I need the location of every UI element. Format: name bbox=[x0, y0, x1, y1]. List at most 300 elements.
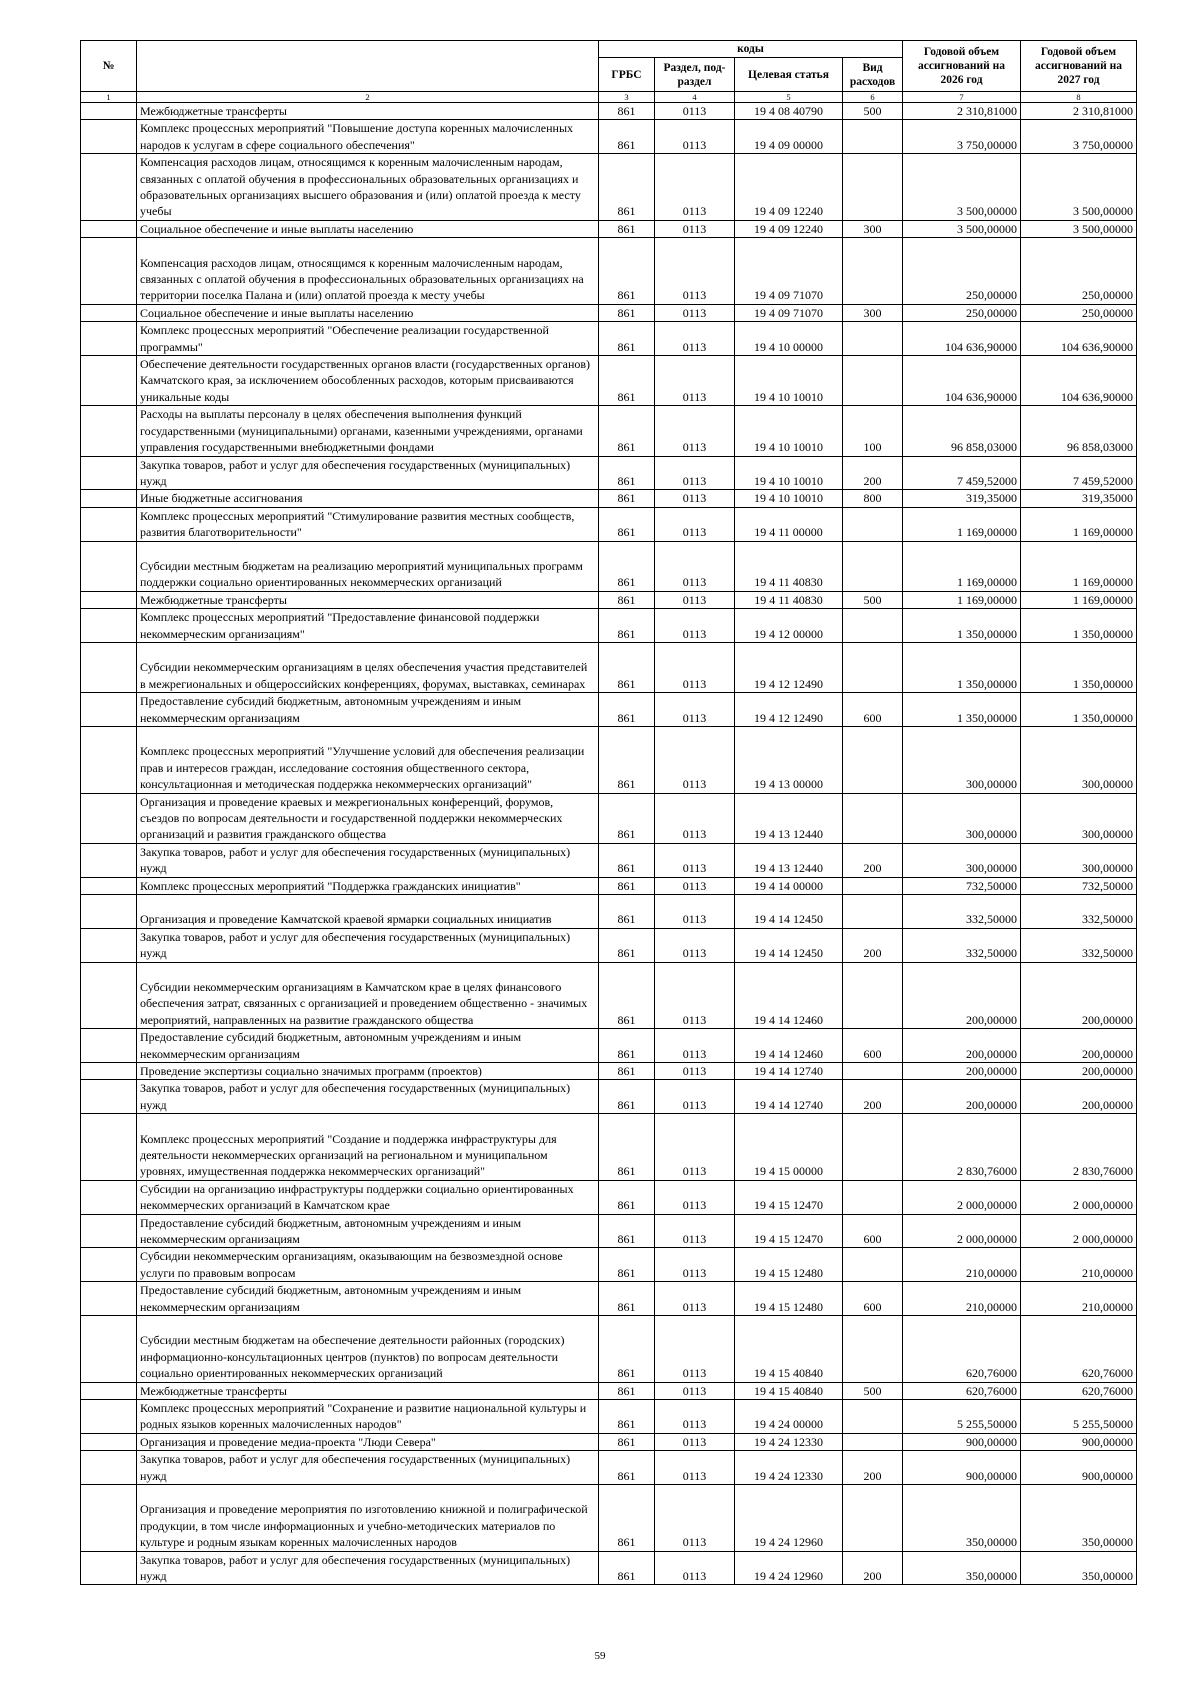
row-volume-2027-cell: 200,00000 bbox=[1021, 1029, 1137, 1063]
row-number-cell bbox=[81, 693, 137, 727]
row-section-cell: 0113 bbox=[655, 591, 735, 608]
table-row bbox=[81, 1316, 1137, 1383]
row-number-cell bbox=[81, 507, 137, 541]
row-target-article-cell: 19 4 11 40830 bbox=[735, 591, 843, 608]
row-volume-2027-cell: 900,00000 bbox=[1021, 1433, 1137, 1450]
table-row bbox=[81, 1433, 1137, 1450]
row-volume-2026-cell: 5 255,50000 bbox=[903, 1400, 1021, 1434]
row-target-article-cell: 19 4 11 00000 bbox=[735, 507, 843, 541]
table-row bbox=[81, 1180, 1137, 1214]
row-grbs-cell: 861 bbox=[599, 120, 655, 154]
row-section-cell: 0113 bbox=[655, 1214, 735, 1248]
row-grbs-cell: 861 bbox=[599, 1485, 655, 1552]
column-number: 3 bbox=[599, 92, 655, 103]
row-grbs-cell: 861 bbox=[599, 1062, 655, 1079]
row-number-cell bbox=[81, 1485, 137, 1552]
row-section-cell: 0113 bbox=[655, 1029, 735, 1063]
row-expense-type-cell: 300 bbox=[843, 304, 903, 321]
row-volume-2027-cell: 3 750,00000 bbox=[1021, 120, 1137, 154]
row-volume-2026-cell: 96 858,03000 bbox=[903, 406, 1021, 456]
table-row bbox=[81, 1080, 1137, 1114]
row-grbs-cell: 861 bbox=[599, 1180, 655, 1214]
row-expense-type-cell bbox=[843, 1248, 903, 1282]
header-section: Раздел, под-раздел bbox=[655, 58, 735, 92]
row-number-cell bbox=[81, 456, 137, 490]
column-number: 2 bbox=[137, 92, 599, 103]
row-volume-2026-cell: 1 350,00000 bbox=[903, 609, 1021, 643]
table-row bbox=[81, 103, 1137, 120]
row-volume-2026-cell: 200,00000 bbox=[903, 1029, 1021, 1063]
row-expense-type-cell bbox=[843, 793, 903, 843]
row-volume-2026-cell: 200,00000 bbox=[903, 1062, 1021, 1079]
row-target-article-cell: 19 4 24 12960 bbox=[735, 1485, 843, 1552]
table-row bbox=[81, 154, 1137, 221]
row-volume-2027-cell: 2 310,81000 bbox=[1021, 103, 1137, 120]
row-target-article-cell: 19 4 24 12330 bbox=[735, 1433, 843, 1450]
row-volume-2026-cell: 2 000,00000 bbox=[903, 1180, 1021, 1214]
row-expense-type-cell: 500 bbox=[843, 103, 903, 120]
row-section-cell: 0113 bbox=[655, 490, 735, 507]
row-target-article-cell: 19 4 13 00000 bbox=[735, 726, 843, 793]
row-name-cell: Социальное обеспечение и иные выплаты населению bbox=[137, 304, 599, 321]
table-row bbox=[81, 120, 1137, 154]
row-grbs-cell: 861 bbox=[599, 1214, 655, 1248]
row-grbs-cell: 861 bbox=[599, 541, 655, 591]
table-row bbox=[81, 609, 1137, 643]
header-codes: коды bbox=[599, 41, 903, 58]
row-expense-type-cell bbox=[843, 238, 903, 305]
row-volume-2027-cell: 732,50000 bbox=[1021, 877, 1137, 894]
row-name-cell: Компенсация расходов лицам, относящимся к коренным малочисленным народам, связанных с оплатой обучения в профессиональных образовательных организациях на территории поселка Палана и (или) оплатой проезда к месту учебы bbox=[137, 238, 599, 305]
row-volume-2027-cell: 300,00000 bbox=[1021, 793, 1137, 843]
table-row bbox=[81, 1382, 1137, 1399]
row-number-cell bbox=[81, 1451, 137, 1485]
row-volume-2027-cell: 200,00000 bbox=[1021, 1062, 1137, 1079]
row-number-cell bbox=[81, 1180, 137, 1214]
row-target-article-cell: 19 4 15 12470 bbox=[735, 1214, 843, 1248]
row-volume-2027-cell: 350,00000 bbox=[1021, 1485, 1137, 1552]
row-section-cell: 0113 bbox=[655, 642, 735, 692]
row-grbs-cell: 861 bbox=[599, 456, 655, 490]
row-name-cell: Комплекс процессных мероприятий "Сохранение и развитие национальной культуры и родных языков коренных малочисленных народов" bbox=[137, 1400, 599, 1434]
row-target-article-cell: 19 4 12 12490 bbox=[735, 693, 843, 727]
row-volume-2027-cell: 332,50000 bbox=[1021, 894, 1137, 928]
row-volume-2026-cell: 300,00000 bbox=[903, 843, 1021, 877]
row-grbs-cell: 861 bbox=[599, 322, 655, 356]
row-section-cell: 0113 bbox=[655, 693, 735, 727]
row-volume-2026-cell: 900,00000 bbox=[903, 1451, 1021, 1485]
row-volume-2027-cell: 7 459,52000 bbox=[1021, 456, 1137, 490]
row-number-cell bbox=[81, 406, 137, 456]
row-section-cell: 0113 bbox=[655, 322, 735, 356]
row-target-article-cell: 19 4 13 12440 bbox=[735, 843, 843, 877]
row-volume-2027-cell: 200,00000 bbox=[1021, 962, 1137, 1029]
row-number-cell bbox=[81, 1214, 137, 1248]
header-volume-2027: Годовой объем ассигнований на 2027 год bbox=[1021, 41, 1137, 92]
row-expense-type-cell bbox=[843, 356, 903, 406]
row-section-cell: 0113 bbox=[655, 1180, 735, 1214]
row-volume-2026-cell: 350,00000 bbox=[903, 1485, 1021, 1552]
table-row bbox=[81, 928, 1137, 962]
row-expense-type-cell bbox=[843, 877, 903, 894]
row-target-article-cell: 19 4 15 40840 bbox=[735, 1382, 843, 1399]
header-name bbox=[137, 41, 599, 92]
row-volume-2027-cell: 1 350,00000 bbox=[1021, 642, 1137, 692]
row-expense-type-cell bbox=[843, 120, 903, 154]
row-section-cell: 0113 bbox=[655, 507, 735, 541]
row-number-cell bbox=[81, 894, 137, 928]
row-name-cell: Организация и проведение медиа-проекта "Люди Севера" bbox=[137, 1433, 599, 1450]
row-target-article-cell: 19 4 09 12240 bbox=[735, 220, 843, 237]
row-name-cell: Иные бюджетные ассигнования bbox=[137, 490, 599, 507]
row-volume-2027-cell: 3 500,00000 bbox=[1021, 154, 1137, 221]
row-grbs-cell: 861 bbox=[599, 1433, 655, 1450]
row-target-article-cell: 19 4 09 12240 bbox=[735, 154, 843, 221]
table-row bbox=[81, 877, 1137, 894]
row-volume-2027-cell: 96 858,03000 bbox=[1021, 406, 1137, 456]
row-volume-2026-cell: 350,00000 bbox=[903, 1551, 1021, 1585]
row-target-article-cell: 19 4 14 12450 bbox=[735, 928, 843, 962]
row-expense-type-cell: 500 bbox=[843, 591, 903, 608]
row-name-cell: Организация и проведение Камчатской краевой ярмарки социальных инициатив bbox=[137, 894, 599, 928]
row-number-cell bbox=[81, 322, 137, 356]
row-volume-2026-cell: 2 830,76000 bbox=[903, 1114, 1021, 1181]
row-target-article-cell: 19 4 10 10010 bbox=[735, 490, 843, 507]
row-volume-2026-cell: 1 169,00000 bbox=[903, 591, 1021, 608]
row-number-cell bbox=[81, 1282, 137, 1316]
row-volume-2027-cell: 210,00000 bbox=[1021, 1248, 1137, 1282]
row-volume-2026-cell: 300,00000 bbox=[903, 793, 1021, 843]
row-volume-2026-cell: 319,35000 bbox=[903, 490, 1021, 507]
row-section-cell: 0113 bbox=[655, 928, 735, 962]
row-volume-2026-cell: 3 500,00000 bbox=[903, 220, 1021, 237]
row-target-article-cell: 19 4 10 10010 bbox=[735, 456, 843, 490]
row-target-article-cell: 19 4 15 12470 bbox=[735, 1180, 843, 1214]
row-name-cell: Субсидии на организацию инфраструктуры поддержки социально ориентированных некоммерческих организаций в Камчатском крае bbox=[137, 1180, 599, 1214]
row-grbs-cell: 861 bbox=[599, 356, 655, 406]
row-number-cell bbox=[81, 1248, 137, 1282]
row-volume-2027-cell: 210,00000 bbox=[1021, 1282, 1137, 1316]
row-target-article-cell: 19 4 09 00000 bbox=[735, 120, 843, 154]
row-volume-2026-cell: 3 500,00000 bbox=[903, 154, 1021, 221]
row-target-article-cell: 19 4 12 00000 bbox=[735, 609, 843, 643]
row-section-cell: 0113 bbox=[655, 1451, 735, 1485]
row-expense-type-cell: 200 bbox=[843, 843, 903, 877]
row-expense-type-cell bbox=[843, 642, 903, 692]
row-section-cell: 0113 bbox=[655, 406, 735, 456]
table-row bbox=[81, 1451, 1137, 1485]
row-name-cell: Субсидии местным бюджетам на реализацию мероприятий муниципальных программ поддержки социально ориентированных некоммерческих организаций bbox=[137, 541, 599, 591]
row-section-cell: 0113 bbox=[655, 1400, 735, 1434]
row-expense-type-cell: 500 bbox=[843, 1382, 903, 1399]
row-name-cell: Субсидии местным бюджетам на обеспечение деятельности районных (городских) информационно-консультационных центров (пунктов) по вопросам деятельности социально ориентированных некоммерческих организаций bbox=[137, 1316, 599, 1383]
row-grbs-cell: 861 bbox=[599, 1400, 655, 1434]
row-number-cell bbox=[81, 1433, 137, 1450]
row-expense-type-cell: 800 bbox=[843, 490, 903, 507]
row-target-article-cell: 19 4 10 10010 bbox=[735, 406, 843, 456]
row-grbs-cell: 861 bbox=[599, 642, 655, 692]
row-volume-2027-cell: 5 255,50000 bbox=[1021, 1400, 1137, 1434]
row-name-cell: Комплекс процессных мероприятий "Предоставление финансовой поддержки некоммерческим организациям" bbox=[137, 609, 599, 643]
row-target-article-cell: 19 4 14 12460 bbox=[735, 962, 843, 1029]
column-number: 7 bbox=[903, 92, 1021, 103]
row-volume-2027-cell: 2 000,00000 bbox=[1021, 1180, 1137, 1214]
row-section-cell: 0113 bbox=[655, 154, 735, 221]
row-volume-2027-cell: 3 500,00000 bbox=[1021, 220, 1137, 237]
table-row bbox=[81, 322, 1137, 356]
row-grbs-cell: 861 bbox=[599, 962, 655, 1029]
row-name-cell: Субсидии некоммерческим организациям в целях обеспечения участия представителей в межрегиональных и общероссийских конференциях, форумах, выставках, семинарах bbox=[137, 642, 599, 692]
table-row bbox=[81, 507, 1137, 541]
row-section-cell: 0113 bbox=[655, 877, 735, 894]
budget-table-sheet bbox=[80, 40, 1136, 1585]
row-expense-type-cell: 600 bbox=[843, 1282, 903, 1316]
row-grbs-cell: 861 bbox=[599, 238, 655, 305]
row-number-cell bbox=[81, 541, 137, 591]
row-volume-2027-cell: 300,00000 bbox=[1021, 843, 1137, 877]
table-row bbox=[81, 541, 1137, 591]
header-number: № bbox=[81, 41, 137, 92]
row-number-cell bbox=[81, 1062, 137, 1079]
header-expense-type: Вид расходов bbox=[843, 58, 903, 92]
row-expense-type-cell bbox=[843, 726, 903, 793]
row-name-cell: Комплекс процессных мероприятий "Стимулирование развития местных сообществ, развития благотворительности" bbox=[137, 507, 599, 541]
budget-table bbox=[80, 40, 1137, 1585]
row-target-article-cell: 19 4 11 40830 bbox=[735, 541, 843, 591]
row-grbs-cell: 861 bbox=[599, 220, 655, 237]
row-grbs-cell: 861 bbox=[599, 877, 655, 894]
row-volume-2026-cell: 620,76000 bbox=[903, 1382, 1021, 1399]
row-grbs-cell: 861 bbox=[599, 843, 655, 877]
row-number-cell bbox=[81, 1080, 137, 1114]
row-name-cell: Закупка товаров, работ и услуг для обеспечения государственных (муниципальных) нужд bbox=[137, 456, 599, 490]
row-name-cell: Предоставление субсидий бюджетным, автономным учреждениям и иным некоммерческим организациям bbox=[137, 1282, 599, 1316]
column-numbers-row bbox=[81, 92, 1137, 103]
row-name-cell: Социальное обеспечение и иные выплаты населению bbox=[137, 220, 599, 237]
row-section-cell: 0113 bbox=[655, 793, 735, 843]
row-name-cell: Предоставление субсидий бюджетным, автономным учреждениям и иным некоммерческим организациям bbox=[137, 1029, 599, 1063]
row-name-cell: Закупка товаров, работ и услуг для обеспечения государственных (муниципальных) нужд bbox=[137, 1451, 599, 1485]
row-section-cell: 0113 bbox=[655, 894, 735, 928]
row-target-article-cell: 19 4 24 00000 bbox=[735, 1400, 843, 1434]
row-name-cell: Комплекс процессных мероприятий "Повышение доступа коренных малочисленных народов к услугам в сфере социального обеспечения" bbox=[137, 120, 599, 154]
header-grbs: ГРБС bbox=[599, 58, 655, 92]
row-name-cell: Межбюджетные трансферты bbox=[137, 1382, 599, 1399]
row-target-article-cell: 19 4 14 12450 bbox=[735, 894, 843, 928]
row-volume-2026-cell: 104 636,90000 bbox=[903, 322, 1021, 356]
table-row bbox=[81, 238, 1137, 305]
row-expense-type-cell bbox=[843, 609, 903, 643]
table-row bbox=[81, 642, 1137, 692]
row-volume-2027-cell: 620,76000 bbox=[1021, 1382, 1137, 1399]
row-expense-type-cell: 600 bbox=[843, 1029, 903, 1063]
row-grbs-cell: 861 bbox=[599, 1316, 655, 1383]
row-section-cell: 0113 bbox=[655, 1551, 735, 1585]
row-grbs-cell: 861 bbox=[599, 304, 655, 321]
row-target-article-cell: 19 4 24 12960 bbox=[735, 1551, 843, 1585]
row-expense-type-cell bbox=[843, 1485, 903, 1552]
row-volume-2027-cell: 620,76000 bbox=[1021, 1316, 1137, 1383]
row-name-cell: Организация и проведение мероприятия по изготовлению книжной и полиграфической продукции, в том числе информационных и учебно-методических материалов по культуре и родным языкам коренных малочисленных народов bbox=[137, 1485, 599, 1552]
row-number-cell bbox=[81, 304, 137, 321]
row-grbs-cell: 861 bbox=[599, 894, 655, 928]
row-expense-type-cell: 200 bbox=[843, 456, 903, 490]
row-grbs-cell: 861 bbox=[599, 1282, 655, 1316]
row-volume-2027-cell: 104 636,90000 bbox=[1021, 322, 1137, 356]
row-name-cell: Закупка товаров, работ и услуг для обеспечения государственных (муниципальных) нужд bbox=[137, 1551, 599, 1585]
row-grbs-cell: 861 bbox=[599, 507, 655, 541]
row-volume-2027-cell: 1 169,00000 bbox=[1021, 541, 1137, 591]
row-grbs-cell: 861 bbox=[599, 1248, 655, 1282]
table-row bbox=[81, 1485, 1137, 1552]
row-volume-2027-cell: 350,00000 bbox=[1021, 1551, 1137, 1585]
row-volume-2026-cell: 2 310,81000 bbox=[903, 103, 1021, 120]
row-expense-type-cell bbox=[843, 1114, 903, 1181]
row-name-cell: Субсидии некоммерческим организациям, оказывающим на безвозмездной основе услуги по правовым вопросам bbox=[137, 1248, 599, 1282]
row-target-article-cell: 19 4 15 00000 bbox=[735, 1114, 843, 1181]
column-number: 8 bbox=[1021, 92, 1137, 103]
row-volume-2027-cell: 250,00000 bbox=[1021, 304, 1137, 321]
header-volume-2026: Годовой объем ассигнований на 2026 год bbox=[903, 41, 1021, 92]
row-grbs-cell: 861 bbox=[599, 693, 655, 727]
row-number-cell bbox=[81, 1382, 137, 1399]
row-name-cell: Комплекс процессных мероприятий "Создание и поддержка инфраструктуры для деятельности некоммерческих организаций на региональном и муниципальном уровнях, имущественная поддержка некоммерческих организаций" bbox=[137, 1114, 599, 1181]
row-volume-2027-cell: 1 169,00000 bbox=[1021, 591, 1137, 608]
row-volume-2026-cell: 104 636,90000 bbox=[903, 356, 1021, 406]
table-row bbox=[81, 693, 1137, 727]
row-section-cell: 0113 bbox=[655, 1062, 735, 1079]
row-section-cell: 0113 bbox=[655, 843, 735, 877]
row-number-cell bbox=[81, 962, 137, 1029]
row-expense-type-cell bbox=[843, 1433, 903, 1450]
row-name-cell: Комплекс процессных мероприятий "Обеспечение реализации государственной программы" bbox=[137, 322, 599, 356]
table-row bbox=[81, 1214, 1137, 1248]
row-target-article-cell: 19 4 14 12740 bbox=[735, 1080, 843, 1114]
row-grbs-cell: 861 bbox=[599, 1451, 655, 1485]
row-expense-type-cell: 200 bbox=[843, 1080, 903, 1114]
row-volume-2027-cell: 300,00000 bbox=[1021, 726, 1137, 793]
row-expense-type-cell bbox=[843, 1316, 903, 1383]
table-row bbox=[81, 843, 1137, 877]
row-volume-2027-cell: 1 350,00000 bbox=[1021, 609, 1137, 643]
row-expense-type-cell: 600 bbox=[843, 1214, 903, 1248]
header-target-article: Целевая статья bbox=[735, 58, 843, 92]
row-volume-2026-cell: 7 459,52000 bbox=[903, 456, 1021, 490]
column-number: 6 bbox=[843, 92, 903, 103]
row-section-cell: 0113 bbox=[655, 1433, 735, 1450]
row-number-cell bbox=[81, 928, 137, 962]
row-number-cell bbox=[81, 120, 137, 154]
row-grbs-cell: 861 bbox=[599, 103, 655, 120]
row-number-cell bbox=[81, 238, 137, 305]
row-number-cell bbox=[81, 1551, 137, 1585]
row-grbs-cell: 861 bbox=[599, 793, 655, 843]
row-number-cell bbox=[81, 220, 137, 237]
table-row bbox=[81, 304, 1137, 321]
row-grbs-cell: 861 bbox=[599, 726, 655, 793]
row-volume-2026-cell: 210,00000 bbox=[903, 1248, 1021, 1282]
row-name-cell: Межбюджетные трансферты bbox=[137, 103, 599, 120]
row-number-cell bbox=[81, 490, 137, 507]
row-volume-2027-cell: 319,35000 bbox=[1021, 490, 1137, 507]
row-name-cell: Комплекс процессных мероприятий "Улучшение условий для обеспечения реализации прав и интересов граждан, исследование состояния общественного сектора, консультационная и методическая поддержка некоммерческих организаций" bbox=[137, 726, 599, 793]
row-number-cell bbox=[81, 154, 137, 221]
row-number-cell bbox=[81, 1316, 137, 1383]
row-target-article-cell: 19 4 15 40840 bbox=[735, 1316, 843, 1383]
table-row bbox=[81, 220, 1137, 237]
row-section-cell: 0113 bbox=[655, 1080, 735, 1114]
row-expense-type-cell bbox=[843, 507, 903, 541]
row-volume-2026-cell: 1 350,00000 bbox=[903, 642, 1021, 692]
row-expense-type-cell: 300 bbox=[843, 220, 903, 237]
row-volume-2026-cell: 332,50000 bbox=[903, 894, 1021, 928]
row-number-cell bbox=[81, 642, 137, 692]
row-volume-2026-cell: 1 169,00000 bbox=[903, 541, 1021, 591]
row-target-article-cell: 19 4 09 71070 bbox=[735, 238, 843, 305]
row-expense-type-cell bbox=[843, 541, 903, 591]
table-row bbox=[81, 1248, 1137, 1282]
table-row bbox=[81, 726, 1137, 793]
row-name-cell: Субсидии некоммерческим организациям в Камчатском крае в целях финансового обеспечения затрат, связанных с организацией и проведением общественно - значимых мероприятий, направленных на развитие гражданского общества bbox=[137, 962, 599, 1029]
row-number-cell bbox=[81, 793, 137, 843]
row-name-cell: Межбюджетные трансферты bbox=[137, 591, 599, 608]
row-section-cell: 0113 bbox=[655, 304, 735, 321]
table-row bbox=[81, 490, 1137, 507]
row-expense-type-cell bbox=[843, 962, 903, 1029]
row-number-cell bbox=[81, 726, 137, 793]
row-volume-2026-cell: 620,76000 bbox=[903, 1316, 1021, 1383]
table-row bbox=[81, 962, 1137, 1029]
row-name-cell: Закупка товаров, работ и услуг для обеспечения государственных (муниципальных) нужд bbox=[137, 843, 599, 877]
table-row bbox=[81, 591, 1137, 608]
row-volume-2027-cell: 104 636,90000 bbox=[1021, 356, 1137, 406]
row-number-cell bbox=[81, 1400, 137, 1434]
row-volume-2026-cell: 900,00000 bbox=[903, 1433, 1021, 1450]
row-section-cell: 0113 bbox=[655, 541, 735, 591]
row-volume-2027-cell: 1 350,00000 bbox=[1021, 693, 1137, 727]
row-target-article-cell: 19 4 14 12740 bbox=[735, 1062, 843, 1079]
row-grbs-cell: 861 bbox=[599, 154, 655, 221]
row-grbs-cell: 861 bbox=[599, 591, 655, 608]
row-number-cell bbox=[81, 609, 137, 643]
row-name-cell: Расходы на выплаты персоналу в целях обеспечения выполнения функций государственными (муниципальными) органами, казенными учреждениями, органами управления государственными внебюджетными фондами bbox=[137, 406, 599, 456]
row-target-article-cell: 19 4 09 71070 bbox=[735, 304, 843, 321]
row-volume-2026-cell: 200,00000 bbox=[903, 962, 1021, 1029]
row-target-article-cell: 19 4 14 12460 bbox=[735, 1029, 843, 1063]
row-target-article-cell: 19 4 24 12330 bbox=[735, 1451, 843, 1485]
row-target-article-cell: 19 4 15 12480 bbox=[735, 1248, 843, 1282]
row-name-cell: Закупка товаров, работ и услуг для обеспечения государственных (муниципальных) нужд bbox=[137, 1080, 599, 1114]
row-volume-2027-cell: 1 169,00000 bbox=[1021, 507, 1137, 541]
row-section-cell: 0113 bbox=[655, 1382, 735, 1399]
row-expense-type-cell bbox=[843, 1400, 903, 1434]
row-target-article-cell: 19 4 10 00000 bbox=[735, 322, 843, 356]
row-name-cell: Компенсация расходов лицам, относящимся к коренным малочисленным народам, связанных с оплатой обучения в профессиональных образовательных организациях и образовательных организациях высшего образования и (или) оплатой проезда к месту учебы bbox=[137, 154, 599, 221]
row-volume-2027-cell: 900,00000 bbox=[1021, 1451, 1137, 1485]
row-number-cell bbox=[81, 103, 137, 120]
row-target-article-cell: 19 4 15 12480 bbox=[735, 1282, 843, 1316]
column-number: 5 bbox=[735, 92, 843, 103]
row-volume-2027-cell: 200,00000 bbox=[1021, 1080, 1137, 1114]
row-target-article-cell: 19 4 08 40790 bbox=[735, 103, 843, 120]
row-name-cell: Предоставление субсидий бюджетным, автономным учреждениям и иным некоммерческим организациям bbox=[137, 693, 599, 727]
row-section-cell: 0113 bbox=[655, 962, 735, 1029]
row-grbs-cell: 861 bbox=[599, 490, 655, 507]
row-volume-2027-cell: 332,50000 bbox=[1021, 928, 1137, 962]
row-volume-2026-cell: 250,00000 bbox=[903, 304, 1021, 321]
row-volume-2027-cell: 250,00000 bbox=[1021, 238, 1137, 305]
row-grbs-cell: 861 bbox=[599, 1382, 655, 1399]
